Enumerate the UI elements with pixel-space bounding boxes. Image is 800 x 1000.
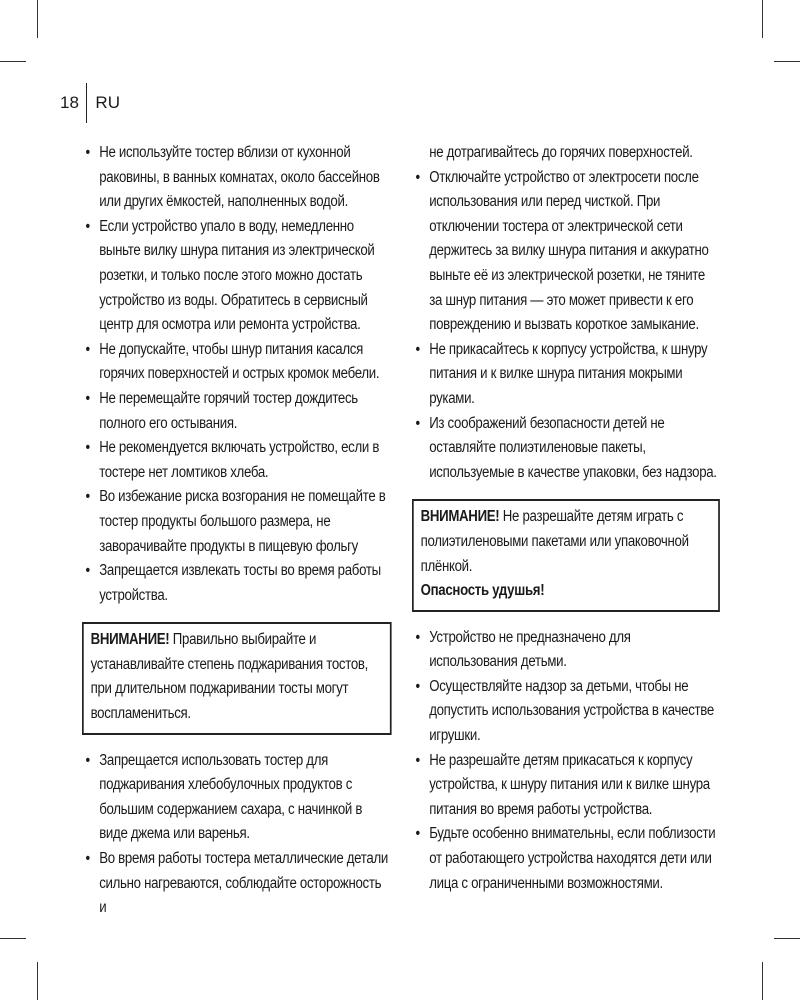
warning-box bbox=[412, 499, 720, 611]
list-item: • Отключайте устройство от электросети после использования или перед чисткой. При отключении тостера от электрической сети держитесь за вилку шнура питания и аккуратно выньте её из электрической розетки, не тяните за шнур питания — это может привести к его повреждению и вызвать короткое замыкание. bbox=[412, 166, 720, 338]
safety-list bbox=[412, 141, 720, 485]
warning-box bbox=[82, 622, 392, 734]
warning-label: ВНИМАНИЕ! bbox=[420, 508, 500, 526]
language-code: RU bbox=[95, 93, 120, 112]
list-item: • Не допускайте, чтобы шнур питания касался горячих поверхностей и острых кромок мебели. bbox=[82, 338, 392, 387]
page-header bbox=[60, 82, 120, 124]
list-item: • Из соображений безопасности детей не оставляйте полиэтиленовые пакеты, используемые в качестве упаковки, без надзора. bbox=[412, 412, 720, 486]
list-item: • Осуществляйте надзор за детьми, чтобы не допустить использования устройства в качестве игрушки. bbox=[412, 675, 720, 749]
list-item: • Во время работы тостера металлические детали сильно нагреваются, соблюдайте осторожность и bbox=[82, 847, 392, 921]
crop-mark bbox=[0, 61, 26, 62]
list-item: • Не разрешайте детям прикасаться к корпусу устройства, к шнуру питания или к вилке шнура питания во время работы устройства. bbox=[412, 749, 720, 823]
safety-list bbox=[82, 749, 392, 921]
list-item: • Запрещается использовать тостер для поджаривания хлебобулочных продуктов с большим содержанием сахара, с начинкой в виде джема или варенья. bbox=[82, 749, 392, 847]
list-item-continuation: не дотрагивайтесь до горячих поверхностей. bbox=[429, 144, 693, 161]
crop-mark bbox=[37, 962, 38, 1000]
list-item: • Устройство не предназначено для использования детьми. bbox=[412, 626, 720, 675]
warning-text: Не разрешайте детям играть с полиэтиленовыми пакетами или упаковочной плёнкой. bbox=[420, 508, 689, 575]
list-item: • Не используйте тостер вблизи от кухонной раковины, в ванных комнатах, около бассейнов или других ёмкостей, наполненных водой. bbox=[82, 141, 392, 215]
warning-label: ВНИМАНИЕ! bbox=[90, 631, 170, 649]
crop-mark bbox=[762, 962, 763, 1000]
left-column bbox=[82, 141, 392, 921]
crop-mark bbox=[774, 61, 800, 62]
list-item: • Не перемещайте горячий тостер дождитесь полного его остывания. bbox=[82, 387, 392, 436]
safety-list bbox=[82, 141, 392, 608]
crop-mark bbox=[762, 0, 763, 38]
safety-list bbox=[412, 626, 720, 897]
list-item: • Если устройство упало в воду, немедленно выньте вилку шнура питания из электрической розетки, и только после этого можно достать устройство из воды. Обратитесь в сервисный центр для осмотра или ремонта устройства. bbox=[82, 215, 392, 338]
crop-mark bbox=[37, 0, 38, 38]
list-item: • Не рекомендуется включать устройство, если в тостере нет ломтиков хлеба. bbox=[82, 436, 392, 485]
crop-mark bbox=[0, 938, 26, 939]
warning-emphasis: Опасность удушья! bbox=[420, 582, 545, 600]
list-item: • Не прикасайтесь к корпусу устройства, к шнуру питания и к вилке шнура питания мокрыми руками. bbox=[412, 338, 720, 412]
list-item: • Будьте особенно внимательны, если поблизости от работающего устройства находятся дети или лица с ограниченными возможностями. bbox=[412, 822, 720, 896]
warning-text: Правильно выбирайте и устанавливайте степень поджаривания тостов, при длительном поджаривании тосты могут воспламениться. bbox=[90, 631, 369, 723]
right-column bbox=[412, 141, 720, 896]
crop-mark bbox=[774, 938, 800, 939]
list-item: • Во избежание риска возгорания не помещайте в тостер продукты большого размера, не заворачивайте продукты в пищевую фольгу bbox=[82, 485, 392, 559]
list-item: • Запрещается извлекать тосты во время работы устройства. bbox=[82, 559, 392, 608]
page-number: 18 bbox=[60, 93, 79, 112]
